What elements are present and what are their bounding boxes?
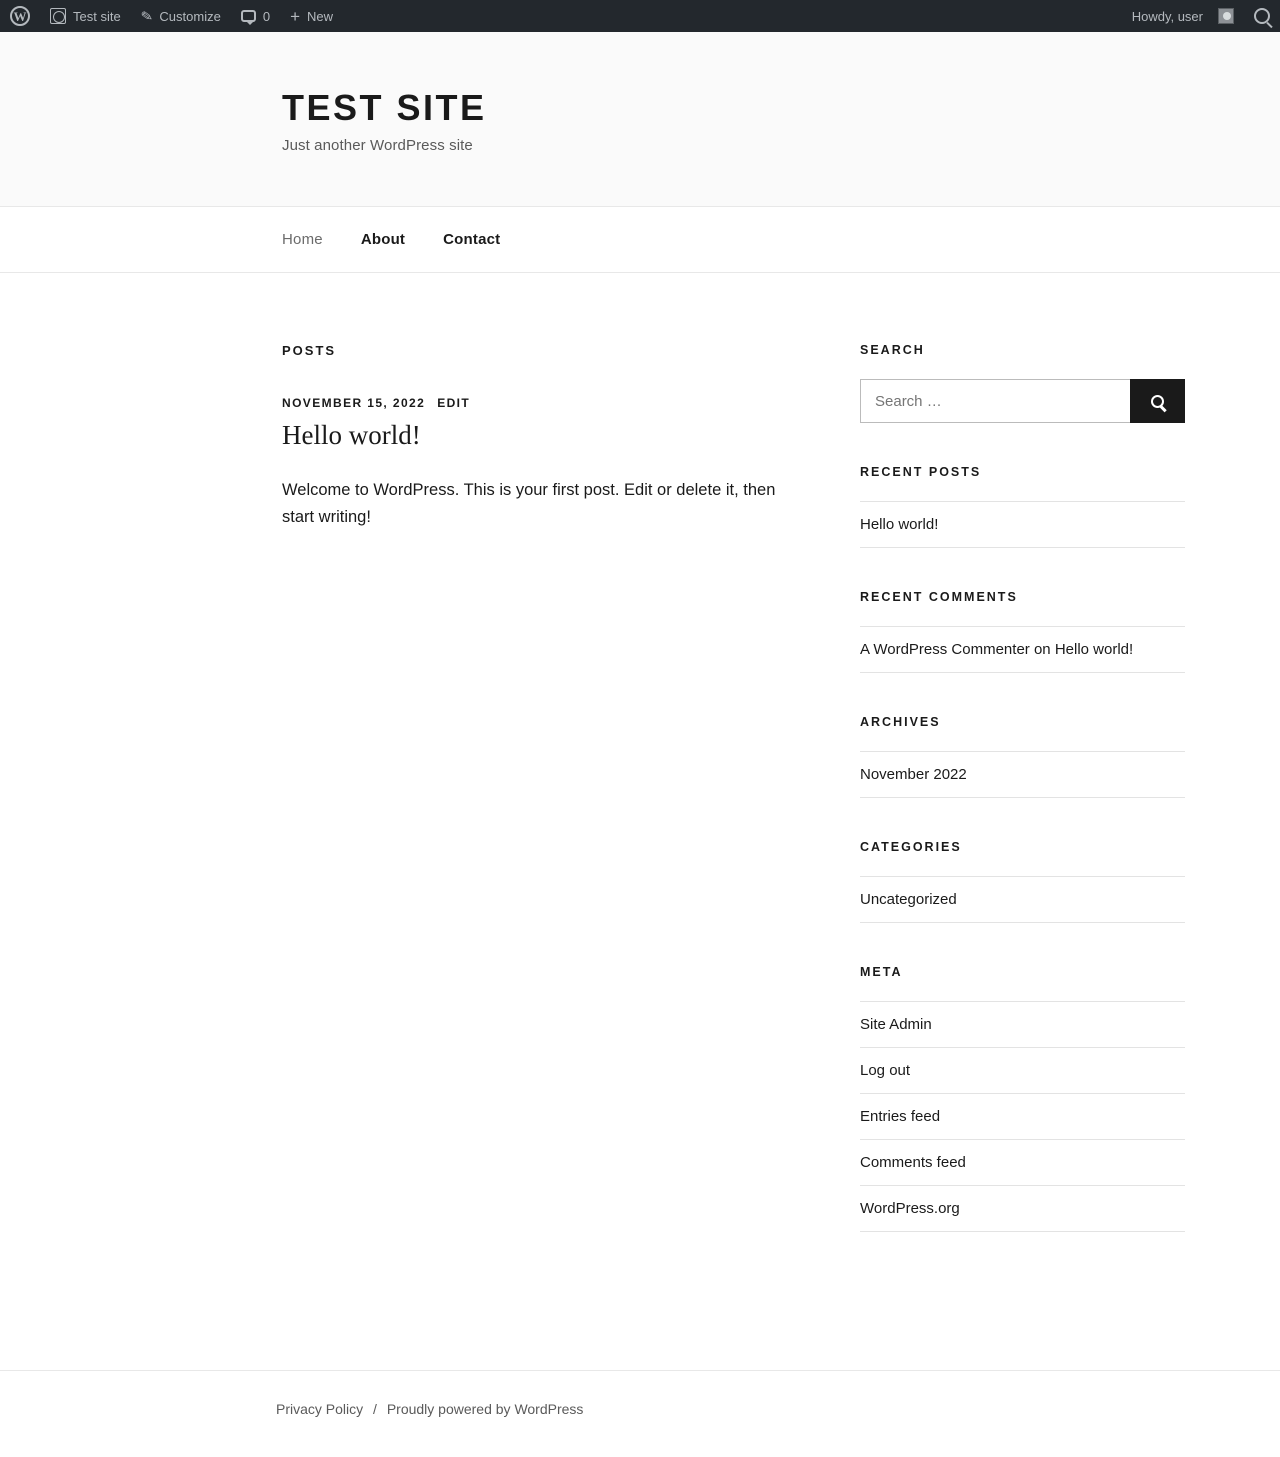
footer-privacy-policy-link[interactable]: Privacy Policy <box>276 1401 364 1417</box>
content-container <box>94 273 1186 1274</box>
archive-link[interactable]: November 2022 <box>860 766 967 783</box>
widget-title-archives: ARCHIVES <box>860 715 941 729</box>
sidebar <box>860 343 1185 1274</box>
admin-bar-search-toggle[interactable] <box>1244 0 1280 32</box>
categories-list <box>860 876 1185 923</box>
admin-bar-comments-count: 0 <box>262 8 271 24</box>
widget-title-recent-posts: RECENT POSTS <box>860 465 982 479</box>
site-header <box>0 32 1280 207</box>
list-item[interactable] <box>860 1108 1185 1140</box>
footer-inner <box>94 1401 1186 1417</box>
comment-author-link[interactable]: A WordPress Commenter <box>860 641 1030 658</box>
search-form <box>860 379 1185 423</box>
site-icon <box>50 8 66 24</box>
widget-search <box>860 343 1185 423</box>
avatar <box>1218 8 1234 24</box>
meta-link-log-out[interactable]: Log out <box>860 1062 911 1079</box>
widget-title-search: SEARCH <box>860 343 925 357</box>
main-content <box>282 343 860 1274</box>
nav-link-home[interactable]: Home <box>282 230 323 248</box>
meta-list <box>860 1001 1185 1232</box>
site-title[interactable]: TEST SITE <box>282 87 487 128</box>
post-excerpt: Welcome to WordPress. This is your first post. Edit or delete it, then start writing! <box>282 481 776 527</box>
widget-recent-posts <box>860 465 1185 548</box>
nav-link-contact[interactable]: Contact <box>443 230 501 248</box>
wordpress-logo-icon: W <box>10 6 30 26</box>
post-edit-link[interactable]: EDIT <box>437 396 471 410</box>
content-area <box>282 273 1186 1274</box>
meta-link-comments-feed[interactable]: Comments feed <box>860 1154 966 1171</box>
list-item[interactable] <box>860 1154 1185 1186</box>
content-inner <box>282 273 1186 1274</box>
nav-link-about[interactable]: About <box>360 230 406 248</box>
meta-link-site-admin[interactable]: Site Admin <box>860 1016 932 1033</box>
footer-separator: / <box>373 1401 377 1417</box>
admin-bar-my-account[interactable] <box>1122 0 1244 32</box>
comment-post-link[interactable]: Hello world! <box>1054 641 1134 658</box>
search-input[interactable] <box>860 379 1130 423</box>
list-item[interactable] <box>860 751 1185 798</box>
post-date-link[interactable]: NOVEMBER 15, 2022 <box>282 396 426 410</box>
widget-archives <box>860 715 1185 798</box>
meta-link-entries-feed[interactable]: Entries feed <box>860 1108 941 1125</box>
admin-bar-comments[interactable] <box>231 0 280 32</box>
archives-list <box>860 751 1185 798</box>
site-branding <box>282 87 998 154</box>
admin-bar-site-name[interactable] <box>40 0 131 32</box>
post-meta <box>282 396 860 410</box>
admin-bar-new-content[interactable] <box>280 0 343 32</box>
list-item[interactable] <box>860 501 1185 548</box>
primary-navigation <box>0 207 1280 273</box>
widget-recent-comments <box>860 590 1185 673</box>
admin-bar-howdy-label: Howdy, user <box>1131 8 1203 24</box>
search-icon <box>1254 8 1270 24</box>
widget-categories <box>860 840 1185 923</box>
widget-title-recent-comments: RECENT COMMENTS <box>860 590 1018 604</box>
list-item[interactable] <box>860 626 1185 673</box>
post-title[interactable]: Hello world! <box>282 420 421 450</box>
list-item[interactable] <box>860 876 1185 923</box>
search-icon <box>1151 395 1164 408</box>
admin-bar-wp-logo[interactable] <box>0 0 40 32</box>
nav-item-about[interactable] <box>361 231 405 249</box>
footer-credit-link[interactable]: Proudly powered by WordPress <box>386 1401 584 1417</box>
recent-posts-list <box>860 501 1185 548</box>
site-footer <box>0 1370 1280 1457</box>
nav-inner <box>282 231 998 249</box>
site-header-container <box>94 87 1186 154</box>
pencil-icon: ✎ <box>139 6 154 25</box>
nav-container <box>94 231 1186 249</box>
widget-title-categories: CATEGORIES <box>860 840 962 854</box>
nav-item-contact[interactable] <box>443 231 500 249</box>
list-item[interactable] <box>860 1062 1185 1094</box>
nav-list <box>282 231 998 249</box>
category-link[interactable]: Uncategorized <box>860 891 957 908</box>
plus-icon: + <box>290 6 301 26</box>
nav-item-home[interactable] <box>282 231 323 249</box>
admin-bar <box>0 0 1280 32</box>
admin-bar-customize[interactable] <box>131 0 231 32</box>
list-item[interactable] <box>860 1200 1185 1232</box>
admin-bar-right-group <box>1122 0 1280 32</box>
admin-bar-new-label: New <box>307 8 334 24</box>
comment-on-label: on <box>1033 641 1051 658</box>
admin-bar-site-name-label: Test site <box>73 8 121 24</box>
site-description: Just another WordPress site <box>282 137 473 154</box>
widget-meta <box>860 965 1185 1232</box>
page-title: POSTS <box>282 343 337 358</box>
list-item[interactable] <box>860 1001 1185 1048</box>
search-submit-button[interactable] <box>1130 379 1185 423</box>
meta-link-wordpress-org[interactable]: WordPress.org <box>860 1200 960 1217</box>
admin-bar-customize-label: Customize <box>159 8 221 24</box>
widget-title-meta: META <box>860 965 903 979</box>
comment-bubble-icon <box>241 10 256 22</box>
recent-comments-list <box>860 626 1185 673</box>
post-article <box>282 396 860 531</box>
recent-post-link[interactable]: Hello world! <box>860 516 939 533</box>
